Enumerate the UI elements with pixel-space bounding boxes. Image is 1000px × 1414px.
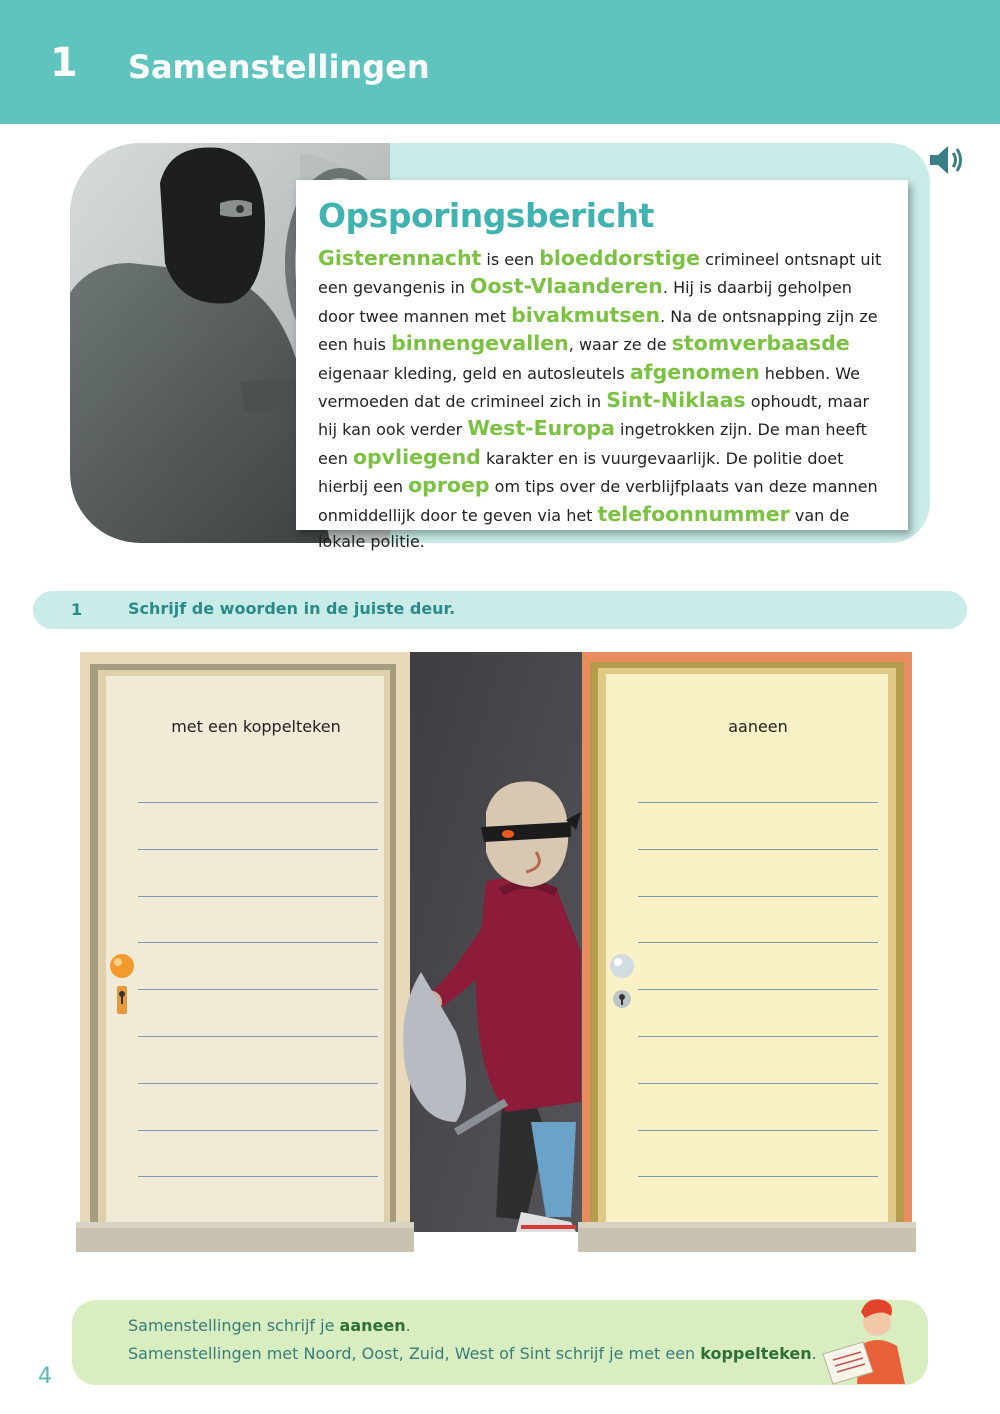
story-keyword: oproep	[408, 473, 490, 498]
story-keyword: West-Europa	[467, 416, 615, 441]
tip-line-2-text: Samenstellingen met Noord, Oost, Zuid, West of Sint schrijf je met een	[128, 1344, 701, 1363]
story-keyword: Oost-Vlaanderen	[470, 274, 663, 299]
story-keyword: bloeddorstige	[539, 246, 701, 270]
answer-line[interactable]	[138, 1176, 378, 1177]
tip-line-2	[128, 1344, 817, 1363]
story-keyword: opvliegend	[352, 444, 481, 469]
story-text-segment: karakter en is vuurgevaarlijk. De politie doet hierbij een	[318, 448, 844, 497]
answer-line[interactable]	[138, 849, 378, 850]
exercise-bar	[33, 591, 967, 629]
answer-line[interactable]	[638, 1083, 878, 1084]
answer-line[interactable]	[638, 896, 878, 897]
answer-line[interactable]	[638, 1176, 878, 1177]
tip-line-2-end: .	[811, 1344, 817, 1363]
story-keyword: stomverbaasde	[671, 331, 850, 356]
tip-line-1-text: Samenstellingen schrijf je	[128, 1316, 340, 1335]
answer-line[interactable]	[638, 942, 878, 943]
answer-line[interactable]	[138, 942, 378, 943]
right-door-label: aaneen	[728, 717, 788, 736]
story-keyword: binnengevallen	[391, 331, 569, 356]
tip-box	[72, 1300, 928, 1385]
story-keyword: telefoonnummer	[597, 501, 790, 526]
tip-line-1-keyword: aaneen	[339, 1316, 406, 1335]
story-keyword: Gisterennacht	[318, 246, 482, 270]
page-number: 4	[38, 1364, 52, 1389]
exercise-instruction: Schrijf de woorden in de juiste deur.	[128, 599, 456, 618]
story-text-segment: , waar ze de	[568, 335, 672, 355]
answer-line[interactable]	[138, 1083, 378, 1084]
story-body	[318, 245, 886, 555]
tip-line-1	[128, 1316, 411, 1335]
doors-artwork	[76, 652, 916, 1252]
story-textbox	[296, 180, 908, 552]
answer-line[interactable]	[138, 1036, 378, 1037]
answer-line[interactable]	[638, 1130, 878, 1131]
doors-illustration	[76, 652, 916, 1252]
story-text-segment: van de lokale politie.	[318, 505, 850, 552]
chapter-number: 1	[50, 40, 78, 86]
tip-line-1-end: .	[405, 1316, 411, 1335]
exercise-number: 1	[71, 600, 83, 619]
answer-line[interactable]	[638, 849, 878, 850]
story-text-segment: ingetrokken zijn. De man heeft een	[318, 420, 867, 468]
story-text-segment: . Na de ontsnapping zijn ze een huis	[318, 306, 878, 355]
story-text-segment: ophoudt, maar hij kan ook verder	[318, 392, 870, 440]
answer-line[interactable]	[138, 1130, 378, 1131]
story-title: Opsporingsbericht	[318, 196, 654, 235]
reading-boy-illustration	[817, 1294, 917, 1386]
answer-line[interactable]	[638, 1036, 878, 1037]
chapter-header	[0, 0, 1000, 124]
answer-line[interactable]	[138, 802, 378, 803]
answer-line[interactable]	[138, 989, 378, 990]
speaker-icon[interactable]	[928, 143, 968, 177]
answer-line[interactable]	[638, 802, 878, 803]
answer-line[interactable]	[638, 989, 878, 990]
story-keyword: afgenomen	[629, 359, 760, 384]
answer-line[interactable]	[138, 896, 378, 897]
tip-line-2-keyword: koppelteken	[700, 1344, 812, 1363]
story-text-segment: eigenaar kleding, geld en autosleutels	[318, 363, 630, 383]
story-text-segment: crimineel ontsnapt uit een gevangenis in	[318, 250, 882, 298]
story-text-segment: is een	[481, 250, 540, 269]
chapter-title: Samenstellingen	[128, 48, 430, 86]
story-keyword: Sint-Niklaas	[606, 388, 746, 413]
story-keyword: bivakmutsen	[511, 302, 661, 327]
story-text-segment: . Hij is daarbij geholpen door twee mannen met	[318, 278, 852, 326]
left-door-label: met een koppelteken	[171, 717, 341, 736]
story-text-segment: hebben. We vermoeden dat de crimineel zich in	[318, 363, 860, 412]
story-text-segment: om tips over de verblijfplaats van deze mannen onmiddellijk door te geven via het	[318, 477, 878, 525]
